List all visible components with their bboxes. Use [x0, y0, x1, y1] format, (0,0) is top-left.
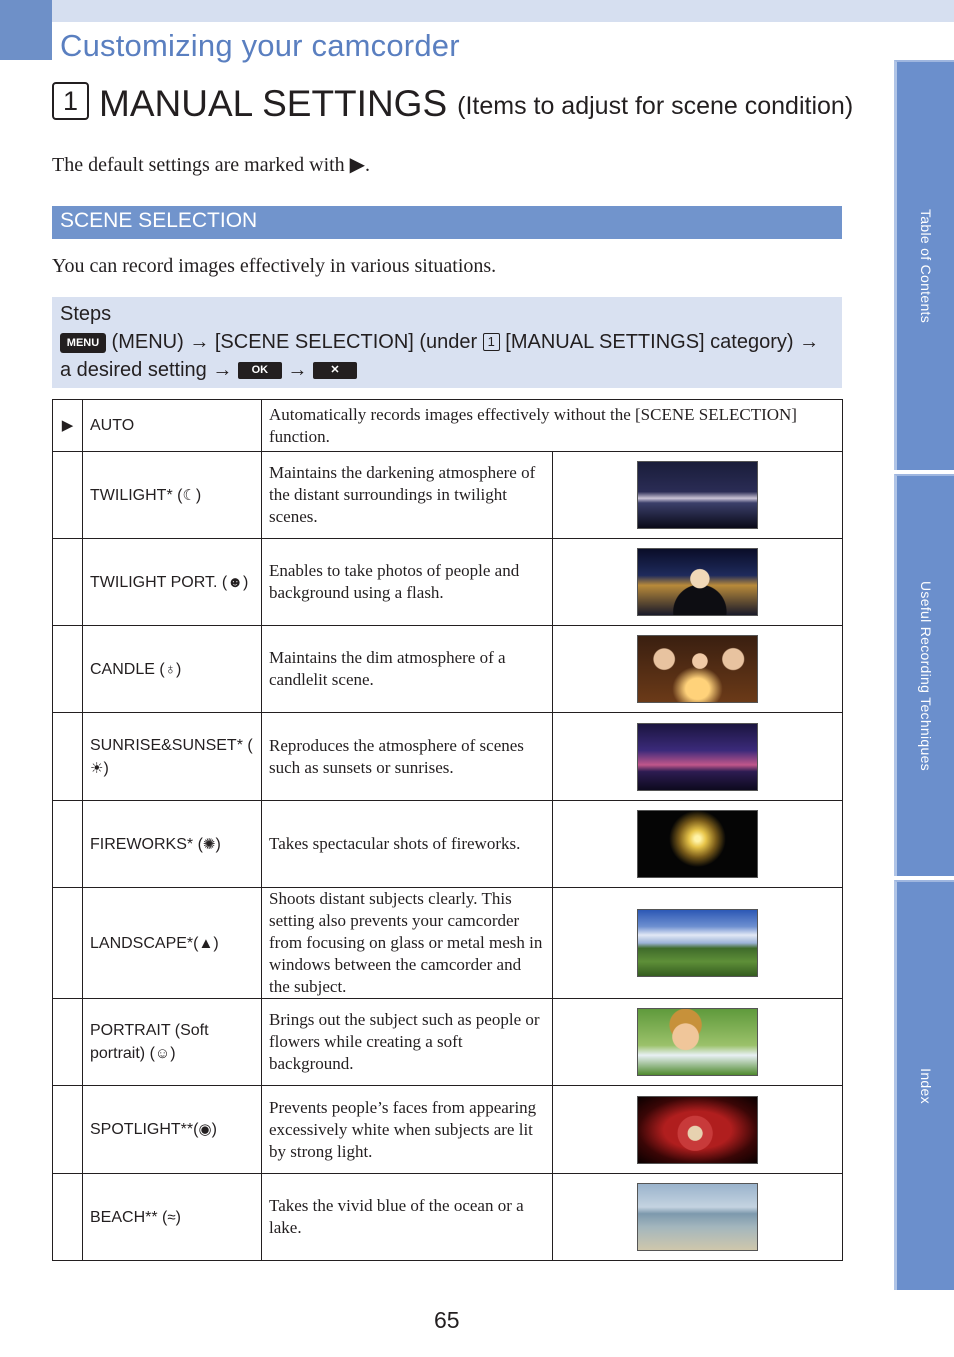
landscape-icon: ▲: [198, 934, 214, 952]
scene-description: Takes the vivid blue of the ocean or a lake.: [262, 1174, 553, 1261]
spotlight-icon: ◉: [198, 1121, 212, 1138]
scene-name: TWILIGHT* (☾): [83, 452, 262, 539]
steps-part2: [MANUAL SETTINGS] category) → a desired setting →: [60, 331, 820, 381]
soft-portrait-icon: ☺: [154, 1045, 171, 1062]
section-subtitle: (Items to adjust for scene condition): [457, 92, 854, 120]
twilight-icon: ☾: [182, 486, 196, 504]
default-marker: [53, 1086, 83, 1174]
table-row: [53, 539, 843, 626]
scene-name: TWILIGHT PORT. (☻): [83, 539, 262, 626]
menu-button-icon: MENU: [60, 333, 106, 353]
default-marker: [53, 713, 83, 801]
intro-text: You can record images effectively in various situations.: [52, 255, 497, 277]
tab-table-of-contents[interactable]: [894, 60, 954, 470]
twilight-portrait-photo: [637, 548, 758, 616]
corner-block: [0, 0, 52, 60]
steps-arrow: →: [281, 359, 313, 381]
top-band: [52, 0, 954, 22]
candle-photo: [637, 635, 758, 703]
table-row: [53, 801, 843, 888]
default-marker: [53, 999, 83, 1086]
scene-name: BEACH** (≈): [83, 1174, 262, 1261]
table-row: [53, 1174, 843, 1261]
ok-button-icon: OK: [238, 362, 282, 379]
subsection-title: SCENE SELECTION: [52, 206, 842, 239]
tab-index[interactable]: [894, 880, 954, 1290]
table-row: [53, 626, 843, 713]
steps-heading: Steps: [60, 303, 112, 325]
scene-name: SUNRISE&SUNSET* (☀): [83, 713, 262, 801]
chapter-title: Customizing your camcorder: [60, 28, 460, 63]
scene-name: SPOTLIGHT**(◉): [83, 1086, 262, 1174]
beach-icon: ≈: [167, 1208, 176, 1226]
scene-name: CANDLE (♁): [83, 626, 262, 713]
scene-name: FIREWORKS* (✺): [83, 801, 262, 888]
candle-icon: ♁: [164, 660, 176, 678]
spotlight-photo: [637, 1096, 758, 1164]
tab-label: Table of Contents: [917, 208, 934, 324]
default-marker: ▶: [53, 400, 83, 452]
table-row: [53, 1086, 843, 1174]
close-button-icon: ✕: [313, 362, 357, 379]
tab-label: Index: [917, 1068, 934, 1104]
scene-description: Prevents people’s faces from appearing excessively white when subjects are lit by strong light.: [262, 1086, 553, 1174]
tab-useful-recording-techniques[interactable]: [894, 474, 954, 876]
steps-part1: (MENU) → [SCENE SELECTION] (under: [106, 331, 483, 353]
scene-name: LANDSCAPE*(▲): [83, 888, 262, 999]
scene-description: Brings out the subject such as people or flowers while creating a soft background.: [262, 999, 553, 1086]
default-note: The default settings are marked with ▶.: [52, 154, 371, 176]
default-marker: [53, 539, 83, 626]
portrait-photo: [637, 1008, 758, 1076]
steps-box: [52, 297, 842, 388]
scene-name: AUTO: [83, 400, 262, 452]
scene-description: Maintains the dim atmosphere of a candlelit scene.: [262, 626, 553, 713]
fireworks-photo: [637, 810, 758, 878]
page-number: 65: [434, 1307, 460, 1333]
sunrise-sunset-icon: ☀: [90, 759, 104, 777]
category-number-icon: 1: [483, 333, 500, 351]
scene-description: Takes spectacular shots of fireworks.: [262, 801, 553, 888]
twilight-photo: [637, 461, 758, 529]
steps-text: [60, 328, 834, 384]
section-heading: [52, 82, 853, 126]
section-number-box: 1: [52, 82, 89, 120]
table-row: [53, 888, 843, 999]
scene-description: Shoots distant subjects clearly. This setting also prevents your camcorder from focusing on glass or metal mesh in windows between the camcorder and the subject.: [262, 888, 553, 999]
default-marker: [53, 452, 83, 539]
fireworks-icon: ✺: [202, 835, 216, 853]
scene-table: [52, 399, 843, 1261]
default-marker: [53, 888, 83, 999]
default-marker: [53, 801, 83, 888]
table-row: [53, 452, 843, 539]
beach-photo: [637, 1183, 758, 1251]
section-title: MANUAL SETTINGS: [99, 83, 448, 125]
sunset-photo: [637, 723, 758, 791]
default-marker: [53, 626, 83, 713]
scene-description: Enables to take photos of people and background using a flash.: [262, 539, 553, 626]
default-marker: [53, 1174, 83, 1261]
twilight-portrait-icon: ☻: [227, 573, 243, 591]
scene-description: Reproduces the atmosphere of scenes such as sunsets or sunrises.: [262, 713, 553, 801]
table-row: [53, 999, 843, 1086]
table-row: [53, 713, 843, 801]
scene-description: Maintains the darkening atmosphere of the distant surroundings in twilight scenes.: [262, 452, 553, 539]
scene-description: Automatically records images effectively without the [SCENE SELECTION] function.: [262, 400, 843, 452]
tab-label: Useful Recording Techniques: [917, 581, 934, 771]
landscape-photo: [637, 909, 758, 977]
table-row: [53, 400, 843, 452]
scene-name: PORTRAIT (Soft portrait) (☺): [83, 999, 262, 1086]
